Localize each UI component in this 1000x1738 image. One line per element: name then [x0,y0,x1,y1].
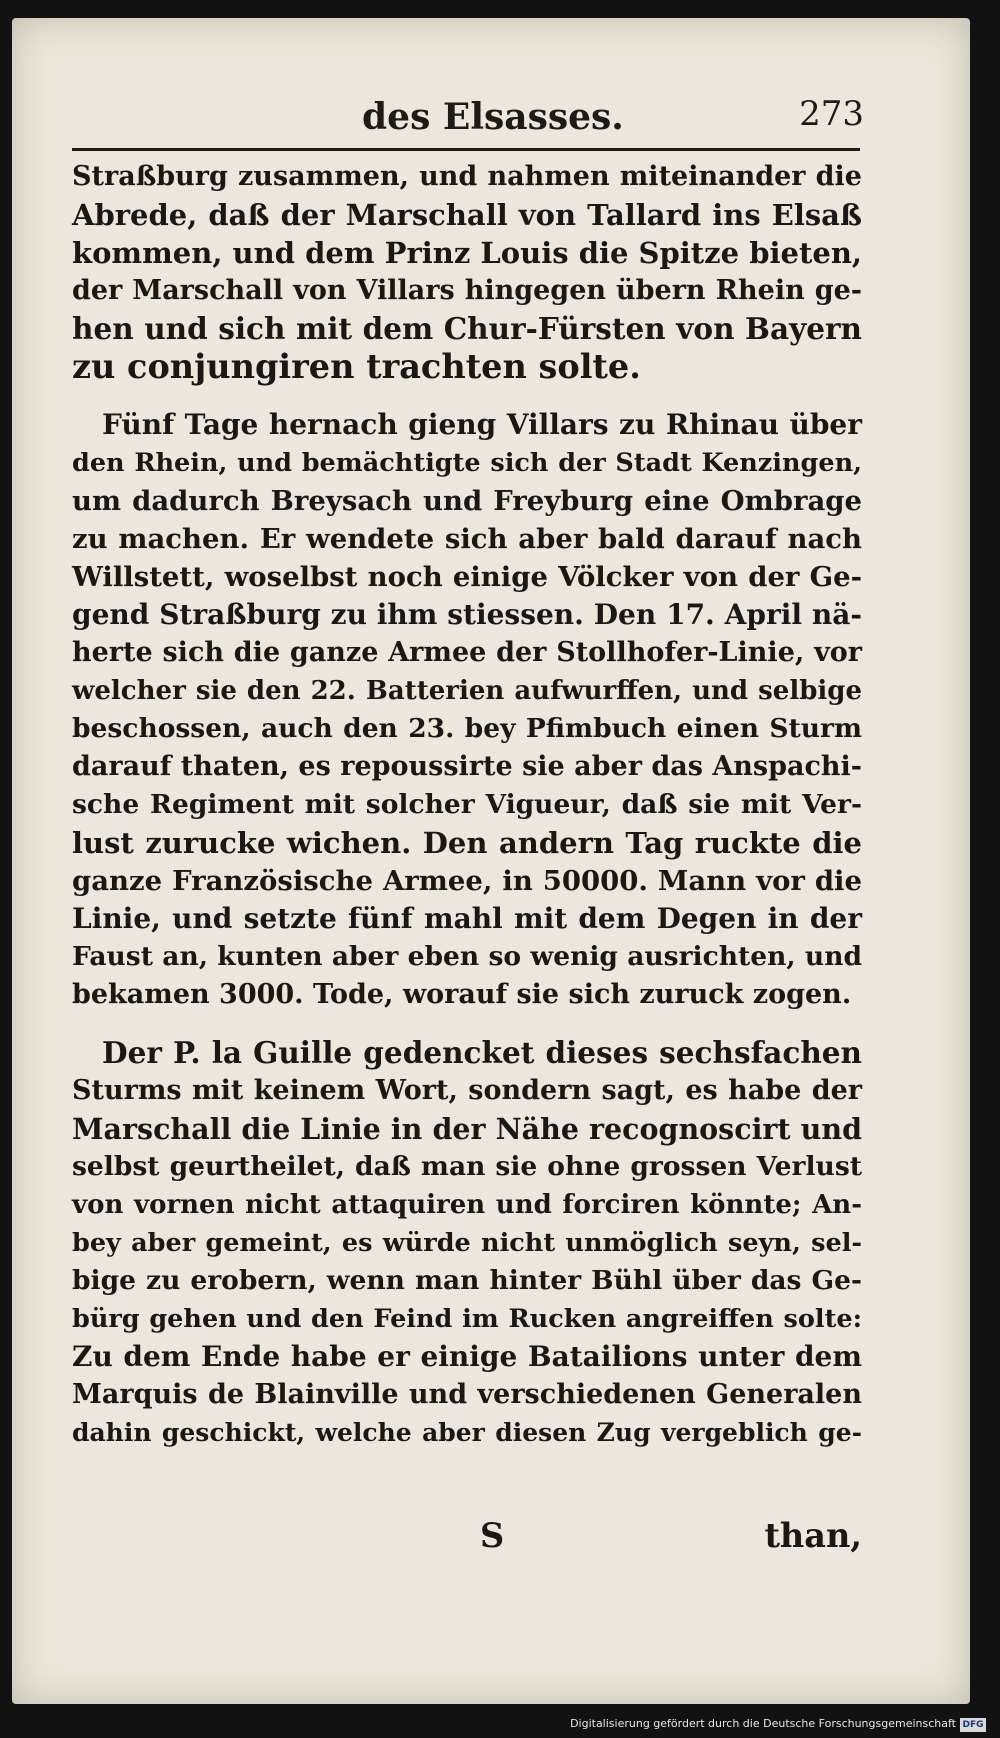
text-line: Willstett, woselbst noch einige Völcker von der Ge- [72,561,862,593]
page-header [72,88,864,151]
text-line: bürg gehen und den Feind im Rucken angreiffen solte: [72,1304,862,1334]
text-line: hen und sich mit dem Chur-Fürsten von Bayern [72,311,862,346]
text-line: Marquis de Blainville und verschiedenen Generalen [72,1379,862,1410]
text-line: Straßburg zusammen, und nahmen miteinander die [72,161,862,192]
text-line: dahin geschickt, welche aber diesen Zug vergeblich ge- [72,1418,862,1447]
text-line: darauf thaten, es repoussirte sie aber das Anspachi- [72,751,862,782]
text-line: Marschall die Linie in der Nähe recognoscirt und [72,1112,862,1146]
text-line: gend Straßburg zu ihm stiessen. Den 17. April nä- [72,598,862,631]
text-line: den Rhein, und bemächtigte sich der Stadt Kenzingen, [72,448,862,478]
page-body [72,158,862,1452]
text-line: herte sich die ganze Armee der Stollhofer-Linie, vor [72,637,862,668]
dfg-logo: DFG [960,1718,986,1732]
text-line: von vornen nicht attaquiren und forciren könnte; An- [72,1190,862,1220]
text-line: Abrede, daß der Marschall von Tallard ins Elsaß [72,198,862,232]
text-line: bey aber gemeint, es würde nicht unmöglich seyn, sel- [72,1228,862,1258]
page-number: 273 [799,94,864,134]
text-line: zu machen. Er wendete sich aber bald darauf nach [72,523,862,555]
text-line: sche Regiment mit solcher Vigueur, daß sie mit Ver- [72,789,862,820]
paragraph-3 [72,1034,862,1452]
text-line: beschossen, auch den 23. bey Pfimbuch einen Sturm [72,713,862,744]
text-line: lust zurucke wichen. Den andern Tag ruckte die [72,826,862,860]
running-head: des Elsasses. [362,96,624,138]
text-line: zu conjungiren trachten solte. [72,347,641,386]
text-line: bige zu erobern, wenn man hinter Bühl über das Ge- [72,1265,862,1296]
text-line: selbst geurtheilet, daß man sie ohne grossen Verlust [72,1151,862,1182]
paragraph-1 [72,158,862,386]
digitization-credit: Digitalisierung gefördert durch die Deutsche Forschungsgemeinschaft [570,1717,956,1730]
text-line: ganze Französische Armee, in 50000. Mann vor die [72,865,862,897]
book-page [12,18,970,1704]
text-line: Zu dem Ende habe er einige Batailions unter dem [72,1340,862,1373]
paragraph-2 [72,406,862,1014]
text-line: der Marschall von Villars hingegen übern Rhein ge- [72,275,862,306]
text-line: Der P. la Guille gedencket dieses sechsfachen [102,1035,862,1070]
text-line: Linie, und setzte fünf mahl mit dem Degen in der [72,902,862,935]
text-line: um dadurch Breysach und Freyburg eine Ombrage [72,485,862,517]
signature-mark: S [480,1516,505,1555]
text-line: Faust an, kunten aber eben so wenig ausrichten, und [72,941,862,972]
page-footer [72,1516,862,1556]
text-line: bekamen 3000. Tode, worauf sie sich zuruck zogen. [72,979,852,1010]
text-line: Fünf Tage hernach gieng Villars zu Rhinau über [102,408,862,441]
text-line: kommen, und dem Prinz Louis die Spitze bieten, [72,236,862,270]
text-line: welcher sie den 22. Batterien aufwurffen, und selbige [72,676,862,706]
catchword: than, [764,1516,862,1555]
text-line: Sturms mit keinem Wort, sondern sagt, es habe der [72,1075,862,1106]
